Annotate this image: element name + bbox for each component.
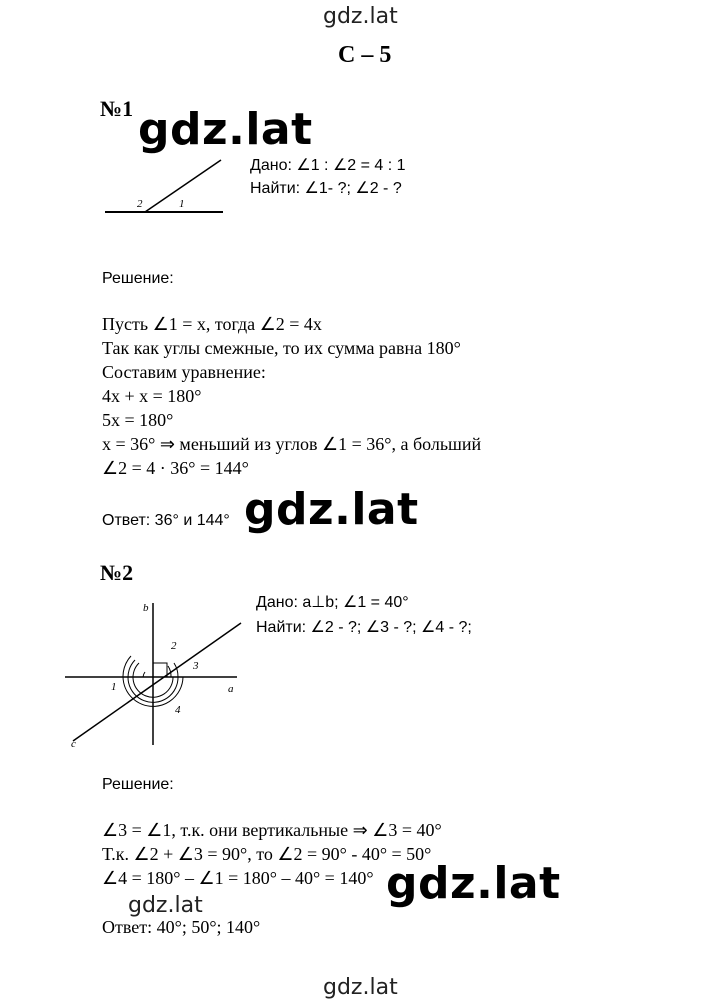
task1-solution — [102, 312, 481, 480]
task1-label-angle1: 1 — [179, 198, 185, 210]
task2-number: №2 — [100, 560, 134, 585]
task2-label-c: c — [71, 738, 76, 750]
task2-label-angle4: 4 — [175, 704, 181, 716]
watermark-big-3: gdz.lat — [386, 858, 561, 909]
task1-line: ∠2 = 4 · 36° = 144° — [102, 458, 249, 478]
watermark-small-mid: gdz.lat — [128, 893, 203, 918]
task1-line: Составим уравнение: — [102, 362, 266, 382]
task1-line: Так как углы смежные, то их сумма равна 180° — [102, 338, 461, 358]
watermark-big-2: gdz.lat — [244, 484, 419, 535]
task2-find: Найти: ∠2 - ?; ∠3 - ?; ∠4 - ?; — [256, 619, 472, 636]
task2-line: ∠4 = 180° – ∠1 = 180° – 40° = 140° — [102, 868, 374, 888]
task1-find: Найти: ∠1- ?; ∠2 - ? — [250, 180, 402, 197]
watermark-top: gdz.lat — [323, 4, 398, 29]
task1-solution-header: Решение: — [102, 270, 174, 287]
watermark-bottom: gdz.lat — [323, 975, 398, 1000]
task1-label-angle2: 2 — [137, 198, 143, 210]
task1-given: Дано: ∠1 : ∠2 = 4 : 1 — [250, 157, 406, 174]
task2-label-a: a — [228, 683, 234, 695]
task2-label-angle2: 2 — [171, 640, 177, 652]
task2-solution-header: Решение: — [102, 776, 174, 793]
task2-given: Дано: a⊥b; ∠1 = 40° — [256, 594, 409, 611]
task2-line: ∠3 = ∠1, т.к. они вертикальные ⇒ ∠3 = 40° — [102, 820, 442, 840]
task1-number: №1 — [100, 96, 134, 121]
task1-line: x = 36° ⇒ меньший из углов ∠1 = 36°, а больший — [102, 434, 482, 454]
task1-line: 4x + x = 180° — [102, 386, 202, 406]
page-title: С – 5 — [338, 42, 392, 68]
task1-line: 5x = 180° — [102, 410, 174, 430]
task1-figure — [105, 150, 235, 220]
task1-line: Пусть ∠1 = x, тогда ∠2 = 4x — [102, 314, 322, 334]
watermark-big-1: gdz.lat — [138, 104, 313, 155]
task1-answer: Ответ: 36° и 144° — [102, 512, 230, 529]
task2-label-b: b — [143, 602, 149, 614]
task2-figure — [65, 595, 250, 755]
task2-label-angle3: 3 — [193, 660, 199, 672]
task2-label-angle1: 1 — [111, 681, 117, 693]
task2-line: Т.к. ∠2 + ∠3 = 90°, то ∠2 = 90° - 40° = 50° — [102, 844, 432, 864]
task2-answer: Ответ: 40°; 50°; 140° — [102, 917, 261, 937]
